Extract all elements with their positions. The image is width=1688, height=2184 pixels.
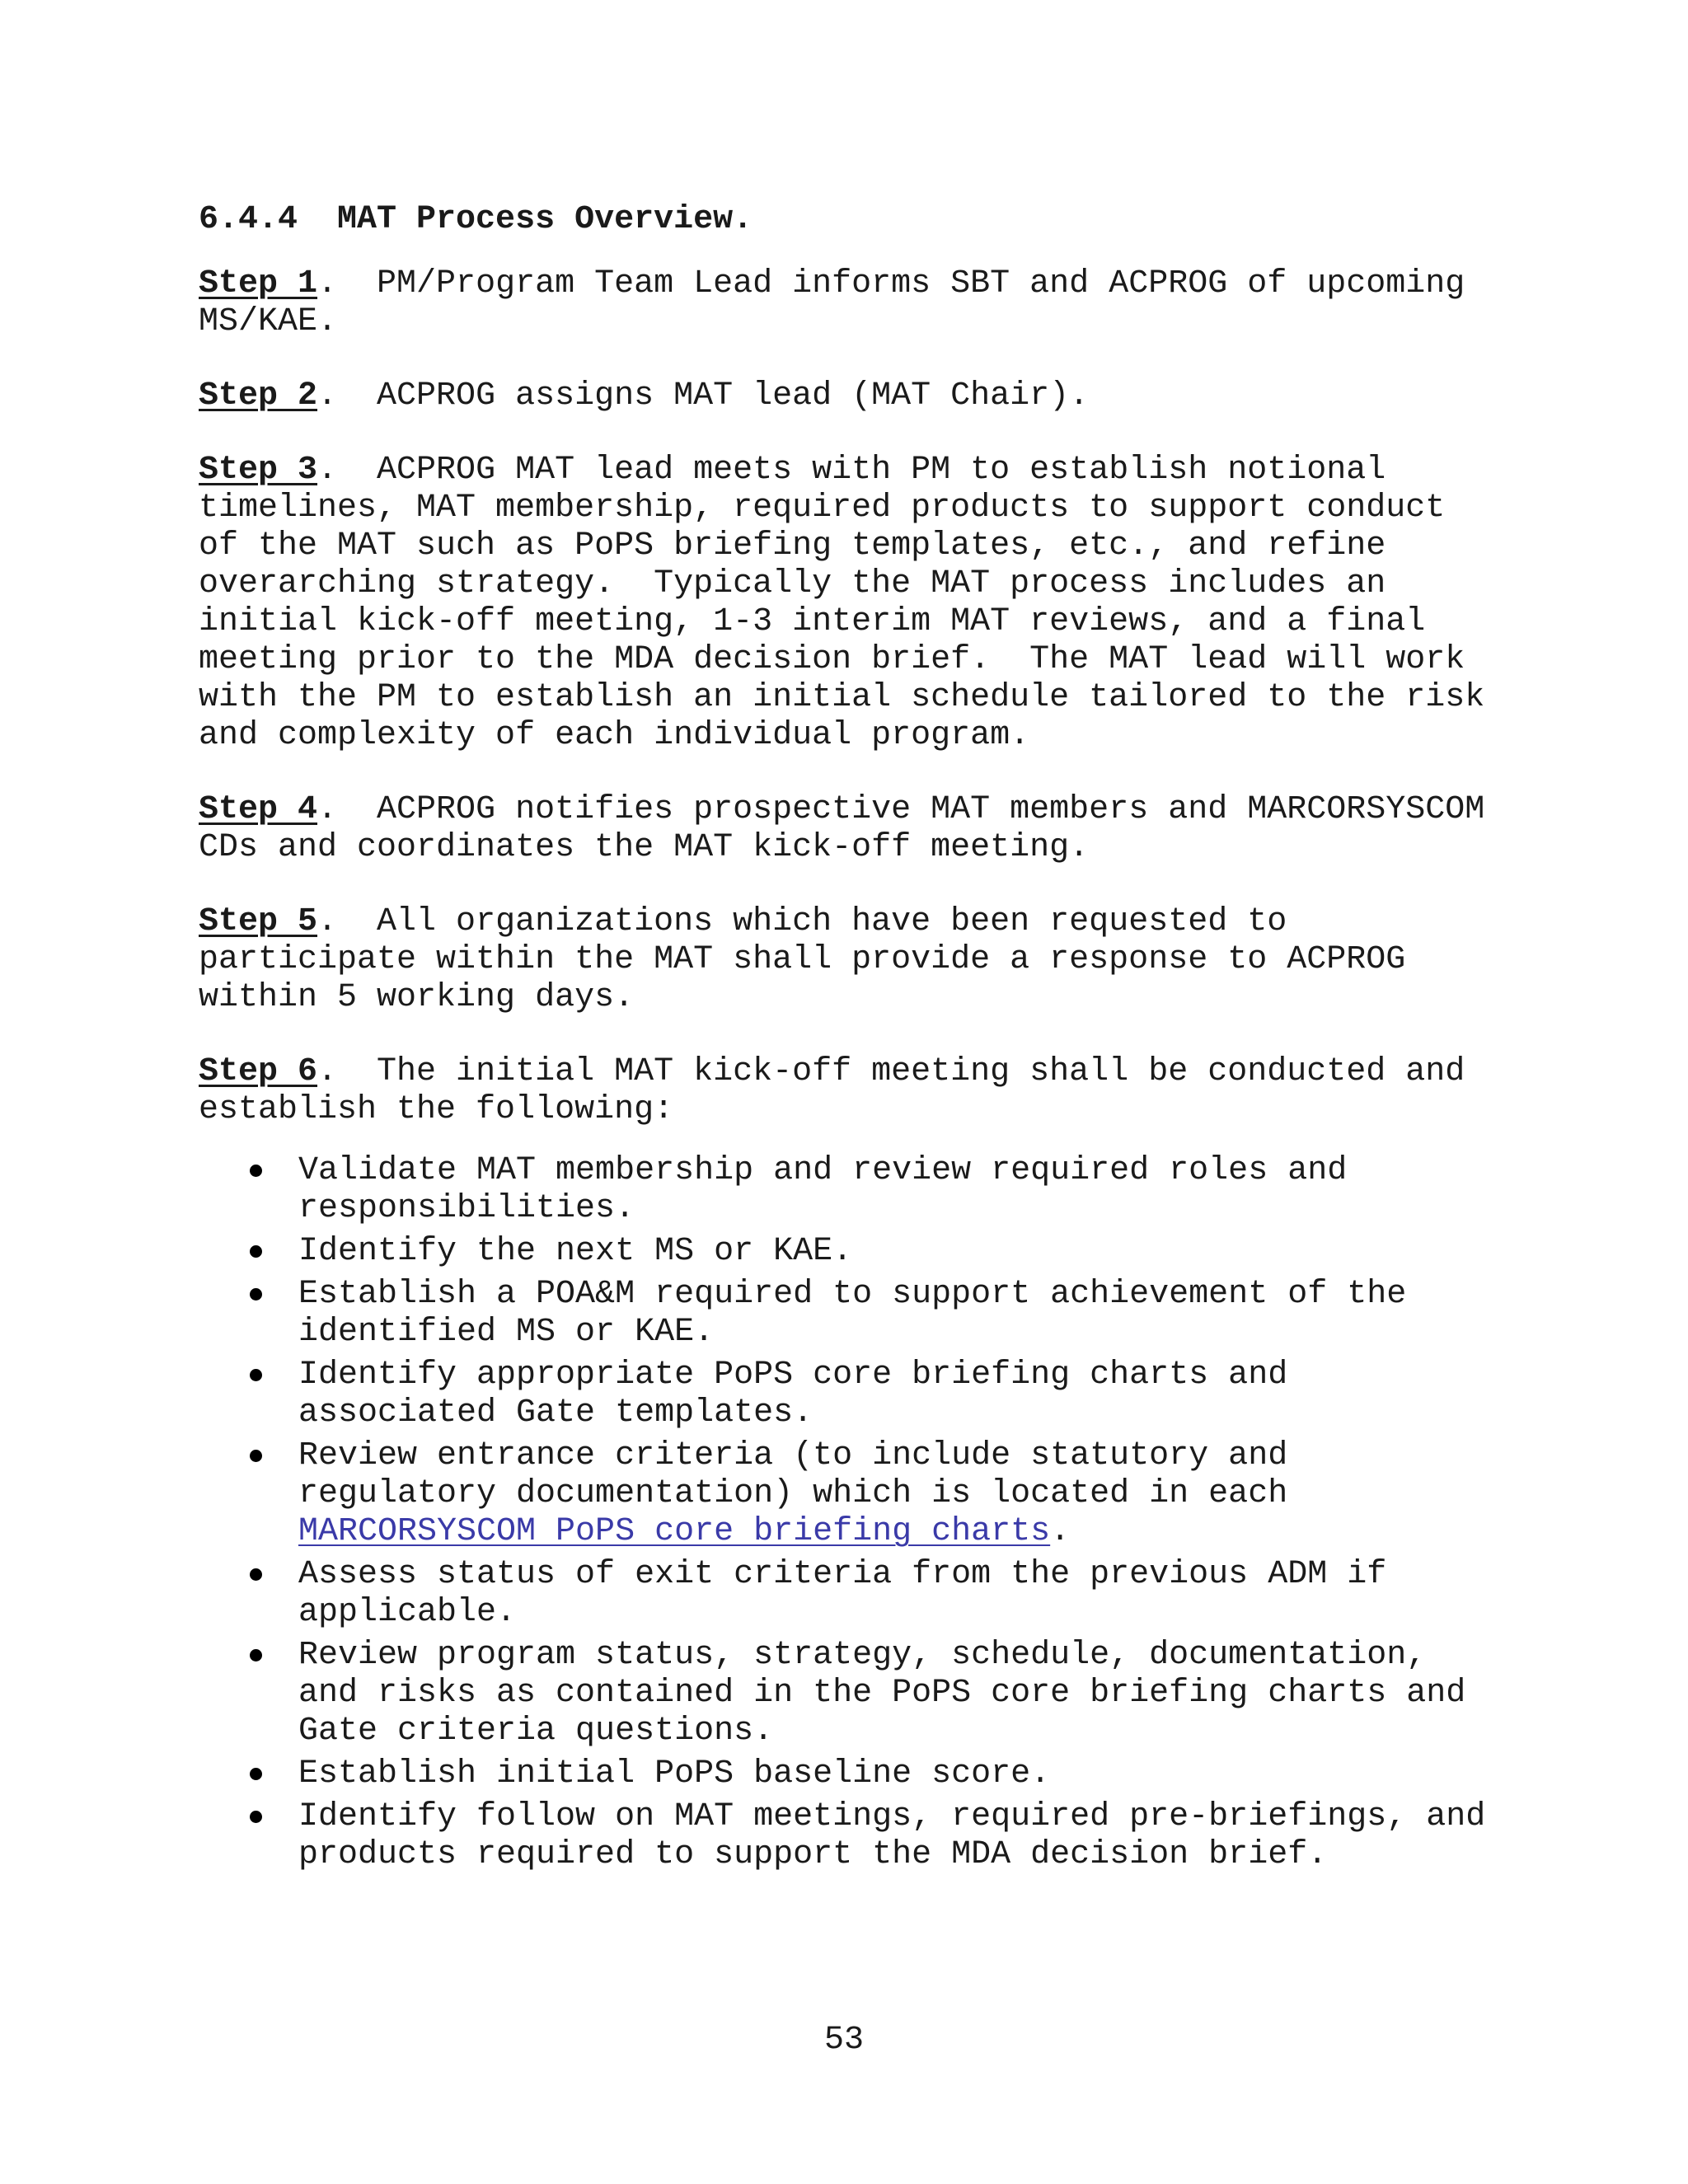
list-item-text: Establish initial PoPS baseline score. <box>298 1755 1051 1793</box>
list-item-text: Validate MAT membership and review required roles and responsibilities. <box>298 1152 1348 1227</box>
list-item <box>199 1276 1501 1352</box>
step-label: Step 5 <box>199 903 318 940</box>
section-heading: 6.4.4 MAT Process Overview. <box>199 201 753 238</box>
list-item-text: Review program status, strategy, schedule, documentation, and risks as contained in the PoPS core briefing charts and Gate criteria questions. <box>298 1637 1466 1750</box>
step-2 <box>199 377 1501 415</box>
list-item <box>199 1637 1501 1750</box>
list-item-text: Assess status of exit criteria from the previous ADM if applicable. <box>298 1556 1387 1631</box>
step-label: Step 6 <box>199 1053 318 1090</box>
page-content <box>199 201 1505 1879</box>
step-text: . ACPROG notifies prospective MAT members and MARCORSYSCOM CDs and coordinates the MAT kick-off meeting. <box>199 791 1505 866</box>
pops-core-briefing-charts-link[interactable]: MARCORSYSCOM PoPS core briefing charts <box>298 1513 1051 1550</box>
step-label: Step 1 <box>199 265 318 302</box>
step-label: Step 4 <box>199 791 318 828</box>
step-text: . The initial MAT kick-off meeting shall be conducted and establish the following: <box>199 1053 1485 1128</box>
list-item <box>199 1233 1501 1271</box>
list-item-text: Identify appropriate PoPS core briefing charts and associated Gate templates. <box>298 1357 1288 1432</box>
list-item <box>199 1152 1501 1228</box>
bullet-icon <box>250 1369 262 1381</box>
step-6-bullet-list <box>199 1152 1501 1874</box>
bullet-icon <box>250 1568 262 1581</box>
bullet-icon <box>250 1811 262 1823</box>
bullet-icon <box>250 1450 262 1462</box>
bullet-icon <box>250 1768 262 1780</box>
list-item <box>199 1556 1501 1632</box>
list-item <box>199 1798 1501 1874</box>
list-item-text-after-link: . <box>1050 1513 1071 1550</box>
bullet-icon <box>250 1165 262 1177</box>
list-item-text: Establish a POA&M required to support achievement of the identified MS or KAE. <box>298 1276 1407 1351</box>
step-4 <box>199 791 1505 867</box>
page-number: 53 <box>823 2022 864 2059</box>
list-item-text: Identify follow on MAT meetings, required pre-briefings, and products required to support the MDA decision brief. <box>298 1798 1486 1873</box>
list-item <box>199 1755 1501 1793</box>
list-item-text: Identify the next MS or KAE. <box>298 1233 853 1270</box>
step-3 <box>199 452 1505 755</box>
step-text: . ACPROG MAT lead meets with PM to establish notional timelines, MAT membership, required products to support conduct of the MAT such as PoPS briefing templates, etc., and refine overarching strategy. Typically the MAT process includes an initial kick-off meeting, 1-3 interim MAT reviews, and a final meeting prior to the MDA decision brief. The MAT lead will work with the PM to establish an initial schedule tailored to the risk and complexity of each individual program. <box>199 452 1505 754</box>
list-item <box>199 1437 1501 1551</box>
list-item <box>199 1357 1501 1432</box>
step-label: Step 3 <box>199 452 318 489</box>
bullet-icon <box>250 1288 262 1301</box>
bullet-icon <box>250 1649 262 1661</box>
step-label: Step 2 <box>199 377 318 415</box>
step-1 <box>199 265 1501 341</box>
step-text: . PM/Program Team Lead informs SBT and ACPROG of upcoming MS/KAE. <box>199 265 1485 340</box>
list-item-text-before-link: Review entrance criteria (to include statutory and regulatory documentation) which is located in each <box>298 1437 1288 1512</box>
step-text: . All organizations which have been requested to participate within the MAT shall provide a response to ACPROG within 5 working days. <box>199 903 1426 1016</box>
step-6 <box>199 1053 1501 1129</box>
bullet-icon <box>250 1245 262 1258</box>
step-text: . ACPROG assigns MAT lead (MAT Chair). <box>317 377 1090 415</box>
step-5 <box>199 903 1501 1017</box>
